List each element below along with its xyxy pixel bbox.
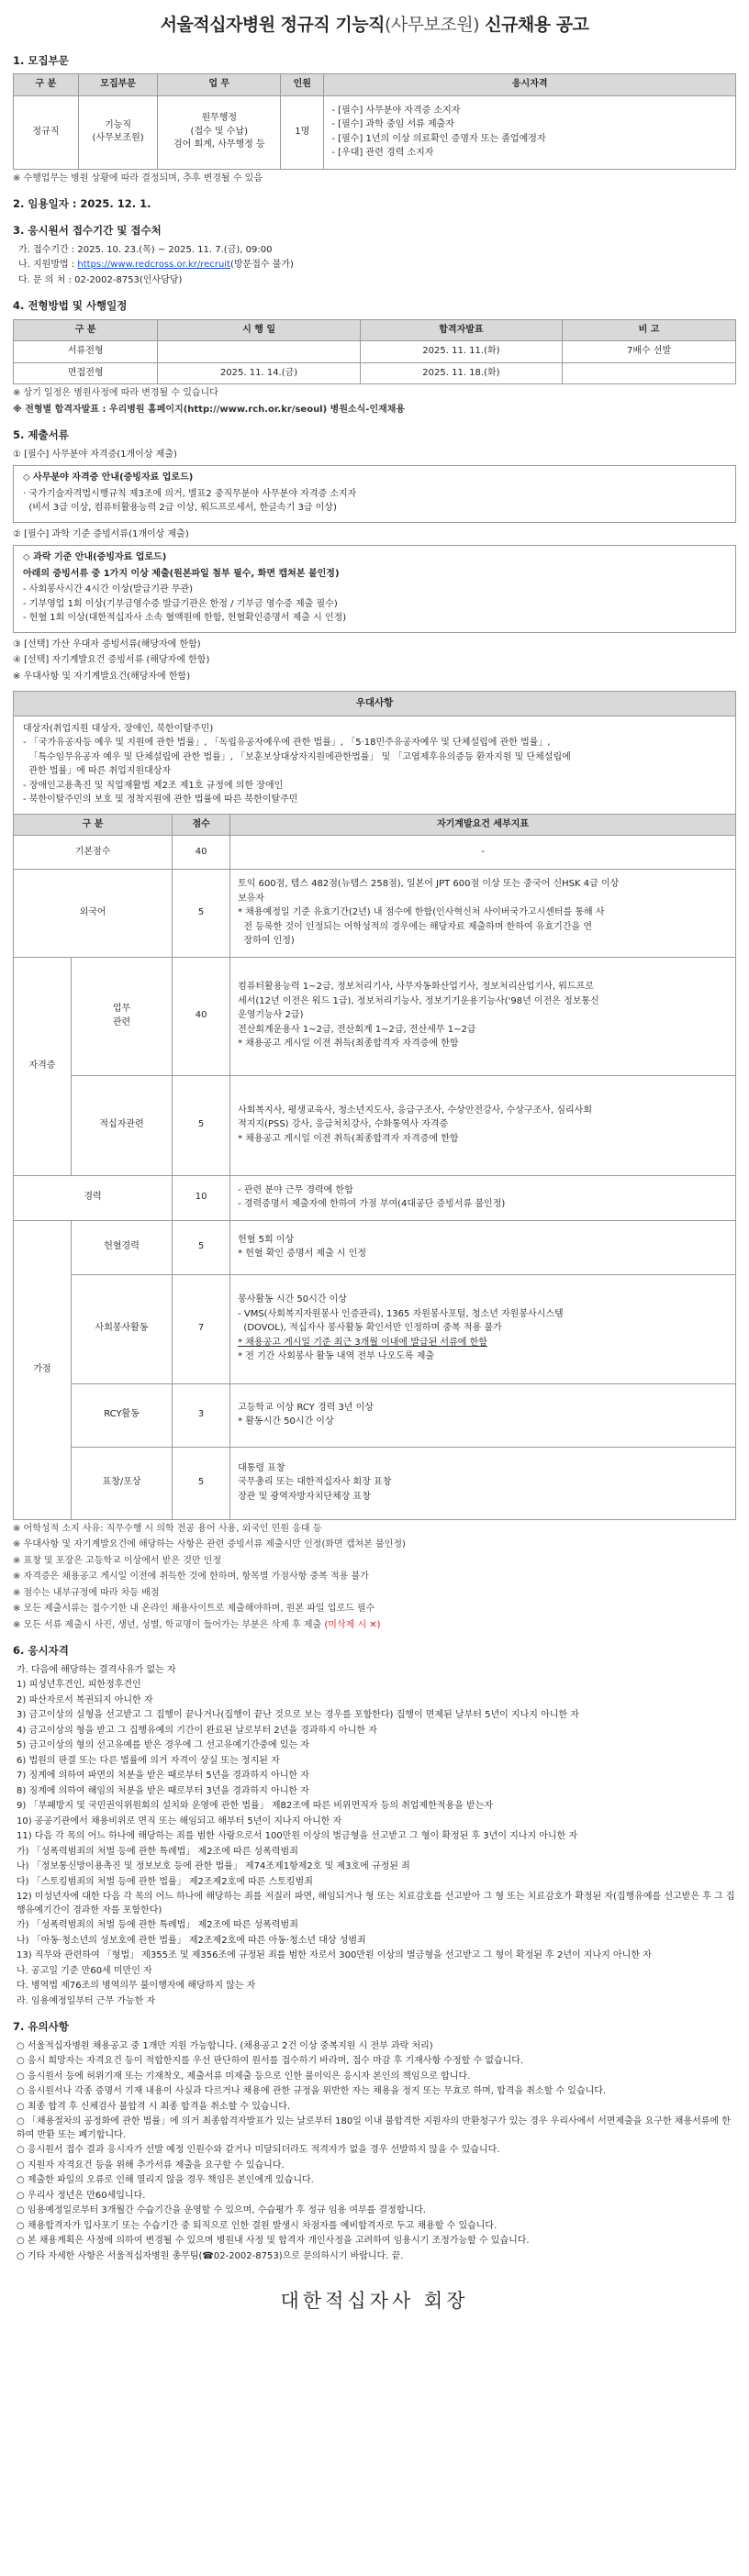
volunteer-score: 7 [173, 1274, 230, 1383]
list-item: ○ 우리사 정년은 만60세입니다. [17, 2190, 146, 2201]
detail-line: 고등학교 이상 RCY 경력 3년 이상 [238, 1402, 374, 1413]
list-item: 8) 징계에 의하여 해임의 처분을 받은 때로부터 3년을 경과하지 아니한 자 [17, 1785, 309, 1796]
list-item: 라. 임용예정일부터 근무 가능한 자 [17, 1995, 156, 2006]
cell-result: 2025. 11. 18.(화) [360, 362, 562, 384]
title-paren: (사무보조원) [384, 15, 480, 35]
title-main: 서울적십자병원 정규직 기능직 [160, 15, 385, 35]
pref-note: ※ 우대사항 및 자기계발요건에 해당하는 사항은 관련 증빙서류 제출시만 인정(화면 캡쳐본 불인정) [13, 1539, 406, 1550]
pref-note-red: (미삭제 시 ✕) [324, 1619, 381, 1630]
th-remark: 비 고 [563, 319, 736, 341]
cell-remark [563, 362, 736, 384]
list-item: ○ 채용합격자가 입사포기 또는 수습기간 중 퇴직으로 인한 결원 발생시 차점자를 예비합격자로 두고 채용할 수 있습니다. [17, 2220, 497, 2231]
detail-line: 운영기능사 2급) [238, 1010, 304, 1021]
list-item: 2) 파산자로서 복권되지 아니한 자 [17, 1694, 153, 1705]
cell-date: 2025. 11. 14.(금) [158, 362, 360, 384]
issuer-signature: 대한적십자사 회장 [280, 2290, 469, 2313]
list-item: 9) 「부패방지 및 국민권익위원회의 설치와 운영에 관한 법률」 제82조에 따른 비위면직자 등의 취업제한적용을 받는자 [17, 1801, 494, 1812]
list-item: ○ 임용예정일로부터 3개월간 수습기간을 운영할 수 있으며, 수습평가 후 정규 임용 여부를 결정합니다. [17, 2205, 426, 2216]
office-cert-box [13, 465, 736, 523]
th-result: 합격자발표 [360, 319, 562, 341]
lang-detail [230, 870, 736, 958]
pref-note: ※ 자격증은 채용공고 게시일 이전에 취득한 것에 한하며, 항목별 가점사항 중복 적용 불가 [13, 1571, 369, 1582]
list-item: 가) 「성폭력범죄의 처벌 등에 관한 특례법」 제2조에 따른 성폭력범죄 [17, 1920, 298, 1931]
detail-line: - 관련 분야 근무 경력에 한함 [238, 1184, 353, 1195]
intro-line: 「특수임무유공자 예우 및 단체설립에 관한 법률」, 「보훈보상대상자지원에관한법률」 및 「고엽제후유의증등 환자지원 및 단체설립에 [23, 751, 571, 762]
list-item: ○ 서울적십자병원 채용공고 중 1개만 지원 가능합니다. (채용공고 2건 이상 중복지원 시 전부 과락 처리) [17, 2040, 433, 2051]
lang-score: 5 [173, 870, 230, 958]
th-date: 시 행 일 [158, 319, 360, 341]
blood-score: 5 [173, 1220, 230, 1274]
list-item: 1) 피성년후견인, 피한정후견인 [17, 1680, 141, 1691]
table-row [14, 1447, 736, 1519]
intro-line: 관한 법률」에 따른 취업지원대상자 [23, 766, 172, 777]
section-notice-heading: 7. 유의사항 [13, 2020, 69, 2034]
recruit-link[interactable]: https://www.redcross.or.kr/recruit [77, 260, 230, 271]
table-row [14, 1274, 736, 1383]
table-row [14, 1383, 736, 1447]
list-item: ○ 응시원서 등에 허위기재 또는 기재착오, 제출서류 미제출 등으로 인한 불이익은 응시자 본인의 책임으로 합니다. [17, 2071, 471, 2082]
th-duties: 업 무 [158, 74, 281, 96]
list-item: ○ 「채용절차의 공정화에 관한 법률」에 의거 최종합격자발표가 있는 날로부터 180일 이내 불합격한 지원자의 반환청구가 있는 경우 우리사에서 서면제출을 요구한 채용서류에 한하여 반환 또는 폐기합니다. [17, 2116, 731, 2140]
intro-line: 대상자(취업지원 대상자, 장애인, 북한이탈주민) [23, 723, 214, 734]
detail-line: 국무총리 또는 대한적십자사 회장 표창 [238, 1477, 392, 1488]
cutoff-box [13, 545, 736, 633]
recruitment-table-header [14, 74, 736, 96]
detail-line: 전산회계운용사 1~2급, 전산회계 1~2급, 전산세무 1~2급 [238, 1024, 476, 1035]
cutoff-title: ◇ 과락 기준 안내(증빙자료 업로드) [23, 552, 167, 563]
cert-social-score: 5 [173, 1075, 230, 1175]
detail-line: 적지지(PSS) 강사, 응급처치강사, 수화통역사 자격증 [238, 1119, 449, 1130]
title-tail: 신규채용 공고 [479, 15, 589, 35]
list-item: ○ 기타 자세한 사항은 서울적십자병원 총무팀(☎02-2002-8753)으로 문의하시기 바랍니다. 끝. [17, 2250, 404, 2261]
cell-type: 정규직 [14, 95, 79, 169]
application-method [18, 259, 736, 272]
doc-item-2: ② [필수] 과학 기준 증빙서류(1개이상 제출) [13, 528, 189, 539]
application-period: 가. 접수기간 : 2025. 10. 23.(목) ~ 2025. 11. 7.(금), 09:00 [18, 244, 273, 255]
intro-line: - 「국가유공자등 예우 및 지원에 관한 법률」, 「독립유공자예우에 관한 법률」, 「5·18민주유공자예우 및 단체설립에 관한 법률」, [23, 738, 551, 749]
cell-result: 2025. 11. 11.(화) [360, 341, 562, 363]
th-dept: 모집부문 [78, 74, 158, 96]
cell-dept: 기능직 (사무보조원) [78, 95, 158, 169]
method-suffix: (방문접수 불가) [229, 260, 294, 271]
eligibility-list [13, 1664, 736, 2009]
career-score: 10 [173, 1175, 230, 1220]
contact-info: 다. 문 의 처 : 02-2002-8753(인사담당) [18, 274, 183, 285]
qual-line: - [우대] 관련 경력 소지자 [331, 148, 434, 159]
list-item: ○ 응시 희망자는 자격요건 등이 적합한지를 우선 판단하여 원서를 접수하기 바라며, 접수 마감 후 기재사항 수정할 수 없습니다. [17, 2056, 524, 2067]
office-cert-line: · 국가기술자격법시행규칙 제3조에 의거, 별표2 중직무분야 사무분야 자격증 소지자 [23, 488, 357, 499]
intro-line: - 북한이탈주민의 보호 및 정착지원에 관한 법률에 따른 북한이탈주민 [23, 794, 298, 805]
detail-line: 장하여 인정) [238, 936, 295, 947]
list-item: 10) 공공기관에서 채용비위로 면직 또는 해임되고 해부터 5년이 지나지 아니한 자 [17, 1815, 342, 1827]
cert-work-score: 40 [173, 957, 230, 1075]
detail-line: - VMS(사회복지자원봉사 인증관리), 1365 자원봉사포털, 청소년 자원봉사시스템 [238, 1308, 564, 1319]
th-count: 인원 [281, 74, 324, 96]
base-detail: - [230, 836, 736, 870]
list-item: ○ 응시원서 접수 결과 응시자가 선발 예정 인원수와 같거나 미달되더라도 적격자가 없을 경우 선발하지 않을 수 있습니다. [17, 2145, 500, 2156]
cell-duties: 원무행정 (접수 및 수납) 검어 회계, 사무행정 등 [158, 95, 281, 169]
doc-item-4: ④ [선택] 자기계발요건 증빙서류 (해당자에 한함) [13, 655, 210, 666]
qual-line: - [필수] 사무분야 자격증 소지자 [331, 105, 461, 116]
doc-item-5: ※ 우대사항 및 자기계발요건(해당자에 한함) [13, 671, 191, 682]
detail-line: 세서(12년 이전은 워드 1급), 정보처리기능사, 정보기기운용기능사('98년 이전은 정보통신 [238, 995, 599, 1006]
table-row [14, 957, 736, 1075]
preference-table [13, 814, 736, 1520]
list-item: ○ 지원자 자격요건 등을 위해 추가서류 제출을 요구할 수 있습니다. [17, 2160, 285, 2171]
table-row [14, 1220, 736, 1274]
detail-line: 봉사활동 시간 50시간 이상 [238, 1294, 347, 1305]
list-item: 11) 다음 각 목의 어느 하나에 해당하는 죄를 범한 사람으로서 100만원 이상의 벌금형을 선고받고 그 형이 확정된 후 3년이 지나지 아니한 자 [17, 1831, 578, 1842]
cert-work-detail [230, 957, 736, 1075]
detail-line: 헌혈 5회 이상 [238, 1234, 295, 1245]
list-item: 12) 미성년자에 대한 다음 각 목의 어느 하나에 해당하는 죄를 저질러 파면, 해임되거나 형 또는 치료감호를 선고받아 그 형 또는 치료감호가 확정된 자(집행유예를 선고받은 후 그 집행유예기간이 경과한 자를 포함한다) [17, 1892, 735, 1915]
th-type: 구 분 [14, 74, 79, 96]
cutoff-line: - 헌혈 1회 이상(대한적십자사 소속 혈액원에 한함, 헌혈확인증명서 제출 시 인정) [23, 613, 347, 624]
list-item: ○ 최종 합격 후 신체검사 불합격 시 최종 합격을 취소할 수 있습니다. [17, 2101, 291, 2112]
list-item: ○ 응시원서나 각종 증명서 기재 내용이 사실과 다르거나 채용에 관한 규정을 위반한 자는 채용을 정지 또는 무효로 하며, 합격을 취소할 수 있습니다. [17, 2086, 607, 2097]
base-score: 40 [173, 836, 230, 870]
list-item: 나) 「아동·청소년의 성보호에 관한 법률」 제2조제2호에 따른 아동·청소년 대상 성범죄 [17, 1935, 366, 1946]
announcement-note: ※ 전형별 합격자발표 : 우리병원 홈페이지(http://www.rch.or.kr/seoul) 병원소식-인재채용 [13, 404, 406, 415]
detail-line: - 경력증명서 제출자에 한하여 가점 부여(4대공단 증빙서류 불인정) [238, 1199, 506, 1210]
section-documents-heading: 5. 제출서류 [13, 428, 69, 442]
career-label: 경력 [14, 1175, 173, 1220]
detail-line: (DOVOL), 적십자사 봉사활동 확인서만 인정하며 중복 적용 불가 [238, 1323, 502, 1334]
detail-line: * 활동시간 50시간 이상 [238, 1416, 334, 1427]
list-item: 13) 직무와 관련하여 「형법」 제355조 및 제356조에 규정된 죄를 범한 자로서 300만원 이상의 벌금형을 선고받고 그 형이 확정된 후 2년이 지나지 아니한 자 [17, 1950, 652, 1961]
preference-table-header [14, 814, 736, 836]
doc-item-3: ③ [선택] 가산 우대자 증빙서류(해당자에 한함) [13, 638, 201, 650]
cell-quals [324, 95, 736, 169]
cell-date [158, 341, 360, 363]
career-detail [230, 1175, 736, 1220]
list-item: 5) 금고이상의 형의 선고유예를 받은 경우에 그 선고유예기간중에 있는 자 [17, 1740, 310, 1751]
pref-note: ※ 모든 제출서류는 접수기한 내 온라인 채용사이트로 제출해야하며, 원본 파일 업로드 필수 [13, 1604, 375, 1615]
th-score: 점수 [173, 814, 230, 836]
table-row [14, 1075, 736, 1175]
qual-line: - [필수] 과학 중임 서류 제출자 [331, 119, 454, 130]
detail-line: * 전 기간 사회봉사 활동 내역 전부 나오도록 제출 [238, 1351, 435, 1362]
table-row [14, 870, 736, 958]
volunteer-label: 사회봉사활동 [71, 1274, 172, 1383]
detail-line: * 채용공고 게시일 기준 최근 3개월 이내에 발급된 서류에 한함 [238, 1337, 487, 1348]
schedule-table [13, 319, 736, 385]
preference-heading: 우대사항 [13, 691, 736, 715]
lang-label: 외국어 [14, 870, 173, 958]
table-row [14, 362, 736, 384]
detail-line: 보유자 [238, 893, 265, 904]
blood-label: 헌혈경력 [71, 1220, 172, 1274]
qual-line: - [필수] 1년의 이상 의료확인 증명자 또는 졸업예정자 [331, 133, 546, 144]
detail-line: 토익 600점, 텝스 482점(뉴텝스 258점), 일본어 JPT 600점 이상 또는 중국어 신HSK 4급 이상 [238, 879, 620, 890]
th-category: 구 분 [14, 814, 173, 836]
office-cert-line: (비서 3급 이상, 컴퓨터활용능력 2급 이상, 워드프로세서, 한글속기 3급 이상) [23, 503, 337, 514]
notice-list [13, 2040, 736, 2264]
th-stage: 구 분 [14, 319, 158, 341]
th-detail: 자기계발요건 세부지표 [230, 814, 736, 836]
schedule-table-header [14, 319, 736, 341]
recruitment-note: ※ 수행업무는 병원 상황에 따라 결정되며, 추후 변경될 수 있음 [13, 172, 263, 183]
cutoff-line: - 사회봉사시간 4시간 이상(발급기관 무관) [23, 584, 194, 595]
section-appointment-date: 2. 임용일자 : 2025. 12. 1. [13, 197, 151, 211]
cutoff-line: - 기부영업 1회 이상(기부금영수증 발급기관은 한정 / 기부금 영수증 제출 필수) [23, 598, 338, 609]
intro-line: - 장애인고용촉진 및 직업재활법 제2조 제1호 규정에 의한 장애인 [23, 780, 284, 791]
cert-social-label: 적십자관련 [71, 1075, 172, 1175]
list-item: 가) 「성폭력범죄의 처벌 등에 관한 특례법」 제2조에 따른 성폭력범죄 [17, 1846, 298, 1857]
cert-social-detail [230, 1075, 736, 1175]
section-application-heading: 3. 응시원서 접수기간 및 접수처 [13, 223, 162, 237]
list-item: 4) 금고이상의 형을 받고 그 집행유예의 기간이 완료된 날로부터 2년을 경과하지 아니한 자 [17, 1725, 377, 1736]
cell-count: 1명 [281, 95, 324, 169]
list-item: 가. 다음에 해당하는 결격사유가 없는 자 [17, 1664, 176, 1675]
detail-line: * 채용예정일 기준 유효기간(2년) 내 점수에 한함(인사혁신처 사이버국가고시센터를 통해 사 [238, 907, 605, 918]
cutoff-subtitle: 아래의 증빙서류 중 1가지 이상 제출(원본파일 첨부 필수, 화면 캡쳐본 불인정) [23, 568, 340, 579]
blood-detail [230, 1220, 736, 1274]
section-selection-heading: 4. 전형방법 및 사행일정 [13, 299, 128, 313]
detail-line: 장관 및 광역자방자치단체장 표창 [238, 1491, 371, 1502]
doc-item-1: ① [필수] 사무분야 자격증(1개이상 제출) [13, 449, 177, 460]
pref-note-last [13, 1619, 736, 1633]
cell-remark: 7배수 선발 [563, 341, 736, 363]
rcy-score: 3 [173, 1383, 230, 1447]
list-item: 다) 「스토킹범죄의 처벌 등에 관한 법률」 제2조제2호에 따른 스토킹범죄 [17, 1876, 313, 1887]
pref-note: ※ 점수는 내부규정에 따라 차등 배점 [13, 1587, 160, 1598]
list-item: 6) 법원의 판결 또는 다른 법률에 의거 자격이 상실 또는 정지된 자 [17, 1755, 280, 1766]
base-label: 기본점수 [14, 836, 173, 870]
section-eligibility-heading: 6. 응시자격 [13, 1644, 69, 1658]
detail-line: * 채용공고 게시일 이전 취득(최종합격자 자격증에 한함 [238, 1133, 459, 1144]
award-detail [230, 1447, 736, 1519]
list-item: ○ 본 채용계획은 사정에 의하여 변경될 수 있으며 병원내 사정 및 합격자 개인사정을 고려하여 임용시기 조정가능할 수 있습니다. [17, 2236, 530, 2247]
cell-stage: 서류전형 [14, 341, 158, 363]
volunteer-detail [230, 1274, 736, 1383]
list-item: 나) 「정보통신망이용촉진 및 정보보호 등에 관한 법률」 제74조제1항제2호 및 제3호에 규정된 죄 [17, 1861, 410, 1872]
detail-line: 대통령 표창 [238, 1462, 285, 1473]
recruitment-table [13, 73, 736, 170]
detail-line: 전 등록한 것이 인정되는 어학성적의 경우에는 해당자료 제출하며 한하여 유효기간을 연 [238, 921, 592, 932]
preference-notes [13, 1523, 736, 1633]
detail-line: * 채용공고 게시일 이전 취득(최종합격자 자격증에 한함 [238, 1038, 459, 1049]
method-prefix: 나. 지원방법 : [18, 260, 78, 271]
cert-group-label: 자격증 [14, 957, 72, 1175]
cell-stage: 면접전형 [14, 362, 158, 384]
list-item: 나. 공고일 기준 만60세 미만인 자 [17, 1965, 152, 1976]
list-item: ○ 제출한 파일의 오류로 인해 열리지 않을 경우 책임은 본인에게 있습니다. [17, 2175, 314, 2186]
table-row [14, 95, 736, 169]
list-item: 다. 병역법 제76조의 병역의무 불이행자에 해당하지 않는 자 [17, 1981, 256, 1992]
table-row [14, 836, 736, 870]
table-row [14, 1175, 736, 1220]
pref-note: ※ 어학성적 소지 사유: 직무수행 시 의학 전공 용어 사용, 외국인 민원 응대 등 [13, 1523, 322, 1534]
page-title [13, 13, 736, 39]
table-row [14, 341, 736, 363]
detail-line: 사회복지사, 평생교육사, 청소년지도사, 응급구조사, 수상안전강사, 수상구조사, 심리사회 [238, 1105, 592, 1116]
preference-intro [13, 716, 736, 814]
award-label: 표창/포상 [71, 1447, 172, 1519]
schedule-note: ※ 상기 일정은 병원사정에 따라 변경될 수 있습니다 [13, 388, 218, 399]
rcy-detail [230, 1383, 736, 1447]
list-item: 3) 금고이상의 실형을 선고받고 그 집행이 끝나거나(집행이 끝난 것으로 보는 경우를 포함한다) 집행이 면제된 날부터 5년이 지나지 아니한 자 [17, 1710, 579, 1721]
rcy-label: RCY활동 [71, 1383, 172, 1447]
detail-line: * 헌혈 확인 증명서 제출 시 인정 [238, 1249, 367, 1260]
pref-note: ※ 표창 및 포장은 고등학교 이상에서 받은 것만 인정 [13, 1555, 222, 1566]
list-item: 7) 징계에 의하여 파면의 처분을 받은 때로부터 5년을 경과하지 아니한 자 [17, 1771, 309, 1782]
detail-line: 컴퓨터활용능력 1~2급, 정보처리기사, 사무자동화산업기사, 정보처리산업기사, 워드프로 [238, 982, 594, 993]
office-cert-title: ◇ 사무분야 자격증 안내(증빙자료 업로드) [23, 472, 194, 483]
extra-group-label: 가점 [14, 1220, 72, 1519]
cert-work-label: 업무 관련 [71, 957, 172, 1075]
section-recruitment-heading: 1. 모집부문 [13, 53, 69, 67]
pref-note-text: ※ 모든 서류 제출시 사진, 생년, 성별, 학교명이 들어가는 부분은 삭제 후 제출 [13, 1619, 322, 1630]
award-score: 5 [173, 1447, 230, 1519]
th-quals: 응시자격 [324, 74, 736, 96]
